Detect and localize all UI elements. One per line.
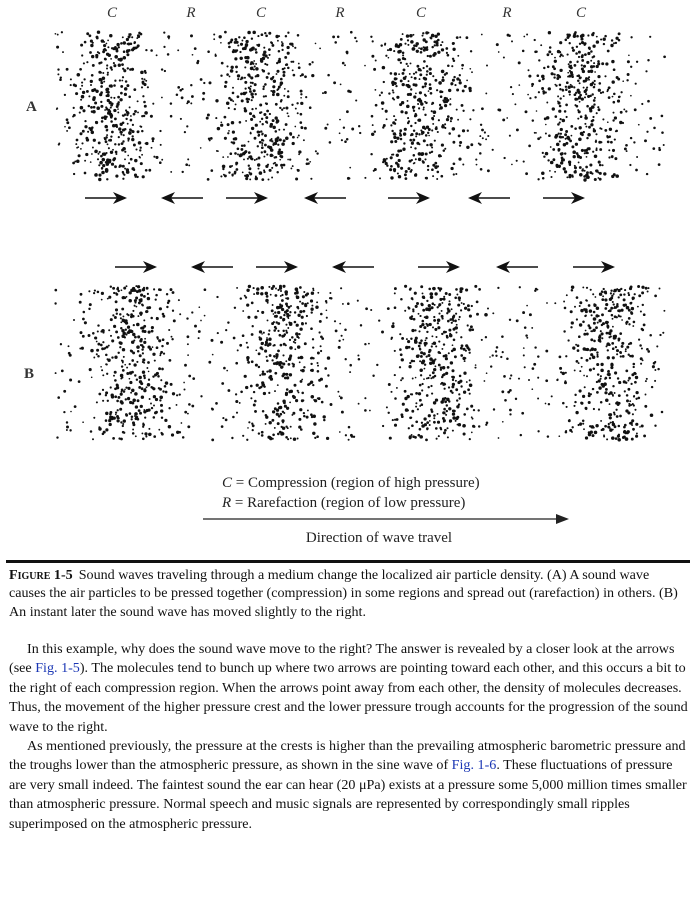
legend-compression (222, 475, 480, 491)
legend-compression-symbol: C (222, 475, 233, 491)
region-label: C (415, 5, 427, 21)
figure-reference-link[interactable]: Fig. 1-6 (451, 757, 497, 774)
caption-text: Sound waves traveling through a medium change the localized air particle density. (A) A sound wave causes the air particles to be pressed together (compression) in some regions and spread out (rarefaction) in others. (B) An instant later the sound wave has moved slightly to the right. (9, 567, 678, 620)
paragraph (9, 737, 689, 834)
direction-text: Direction of wave travel (305, 530, 453, 546)
panel-a-label: A (26, 99, 37, 115)
particle-field-b (54, 285, 665, 442)
paragraph-text: In this example, why does the sound wave move to the right? The answer is revealed by a closer look at the arrows (see (9, 641, 675, 677)
legend-compression-text: = Compression (region of high pressure) (232, 475, 480, 491)
arrow-row-b (115, 261, 615, 273)
arrow-row-a (85, 192, 585, 204)
direction-arrow-head (556, 514, 569, 524)
legend (203, 475, 569, 546)
legend-rarefaction-text: = Rarefaction (region of low pressure) (231, 495, 466, 511)
region-label: C (106, 5, 118, 21)
paragraph-text: ). The molecules tend to bunch up where two arrows are pointing toward each other, and this occurs a bit to the right of each compression region. When the arrows point away from each other, the density of molecules decreases. Thus, the movement of the higher pressure crest and the lower pressure trough accounts for the progression of the sound wave to the right. (9, 660, 688, 735)
particle-field-a (55, 30, 666, 181)
legend-rarefaction (221, 495, 465, 511)
caption-rule (6, 560, 690, 563)
legend-rarefaction-symbol: R (222, 495, 232, 511)
paragraph-text: . These fluctuations of pressure are very small indeed. The faintest sound the ear can hear (20 μPa) exists at a pressure some 5,000 million times smaller than atmospheric pressure. Normal speech and music signals are represented by correspondingly small ripples superimposed on the atmospheric pressure. (9, 757, 687, 832)
figure-caption (9, 566, 689, 621)
body-text (9, 640, 689, 834)
region-label: C (575, 5, 587, 21)
panel-b-label: B (24, 366, 35, 382)
region-label: R (335, 5, 345, 21)
figure-reference-link[interactable]: Fig. 1-5 (35, 660, 80, 677)
paragraph-text: As mentioned previously, the pressure at the crests is higher than the prevailing atmospheric barometric pressure and the troughs lower than the atmospheric pressure, as shown in the sine wave of (9, 738, 686, 774)
paragraph (9, 640, 689, 737)
caption-label: Figure 1-5 (9, 567, 73, 583)
region-label: R (502, 5, 512, 21)
region-label: R (186, 5, 196, 21)
region-label: C (255, 5, 267, 21)
